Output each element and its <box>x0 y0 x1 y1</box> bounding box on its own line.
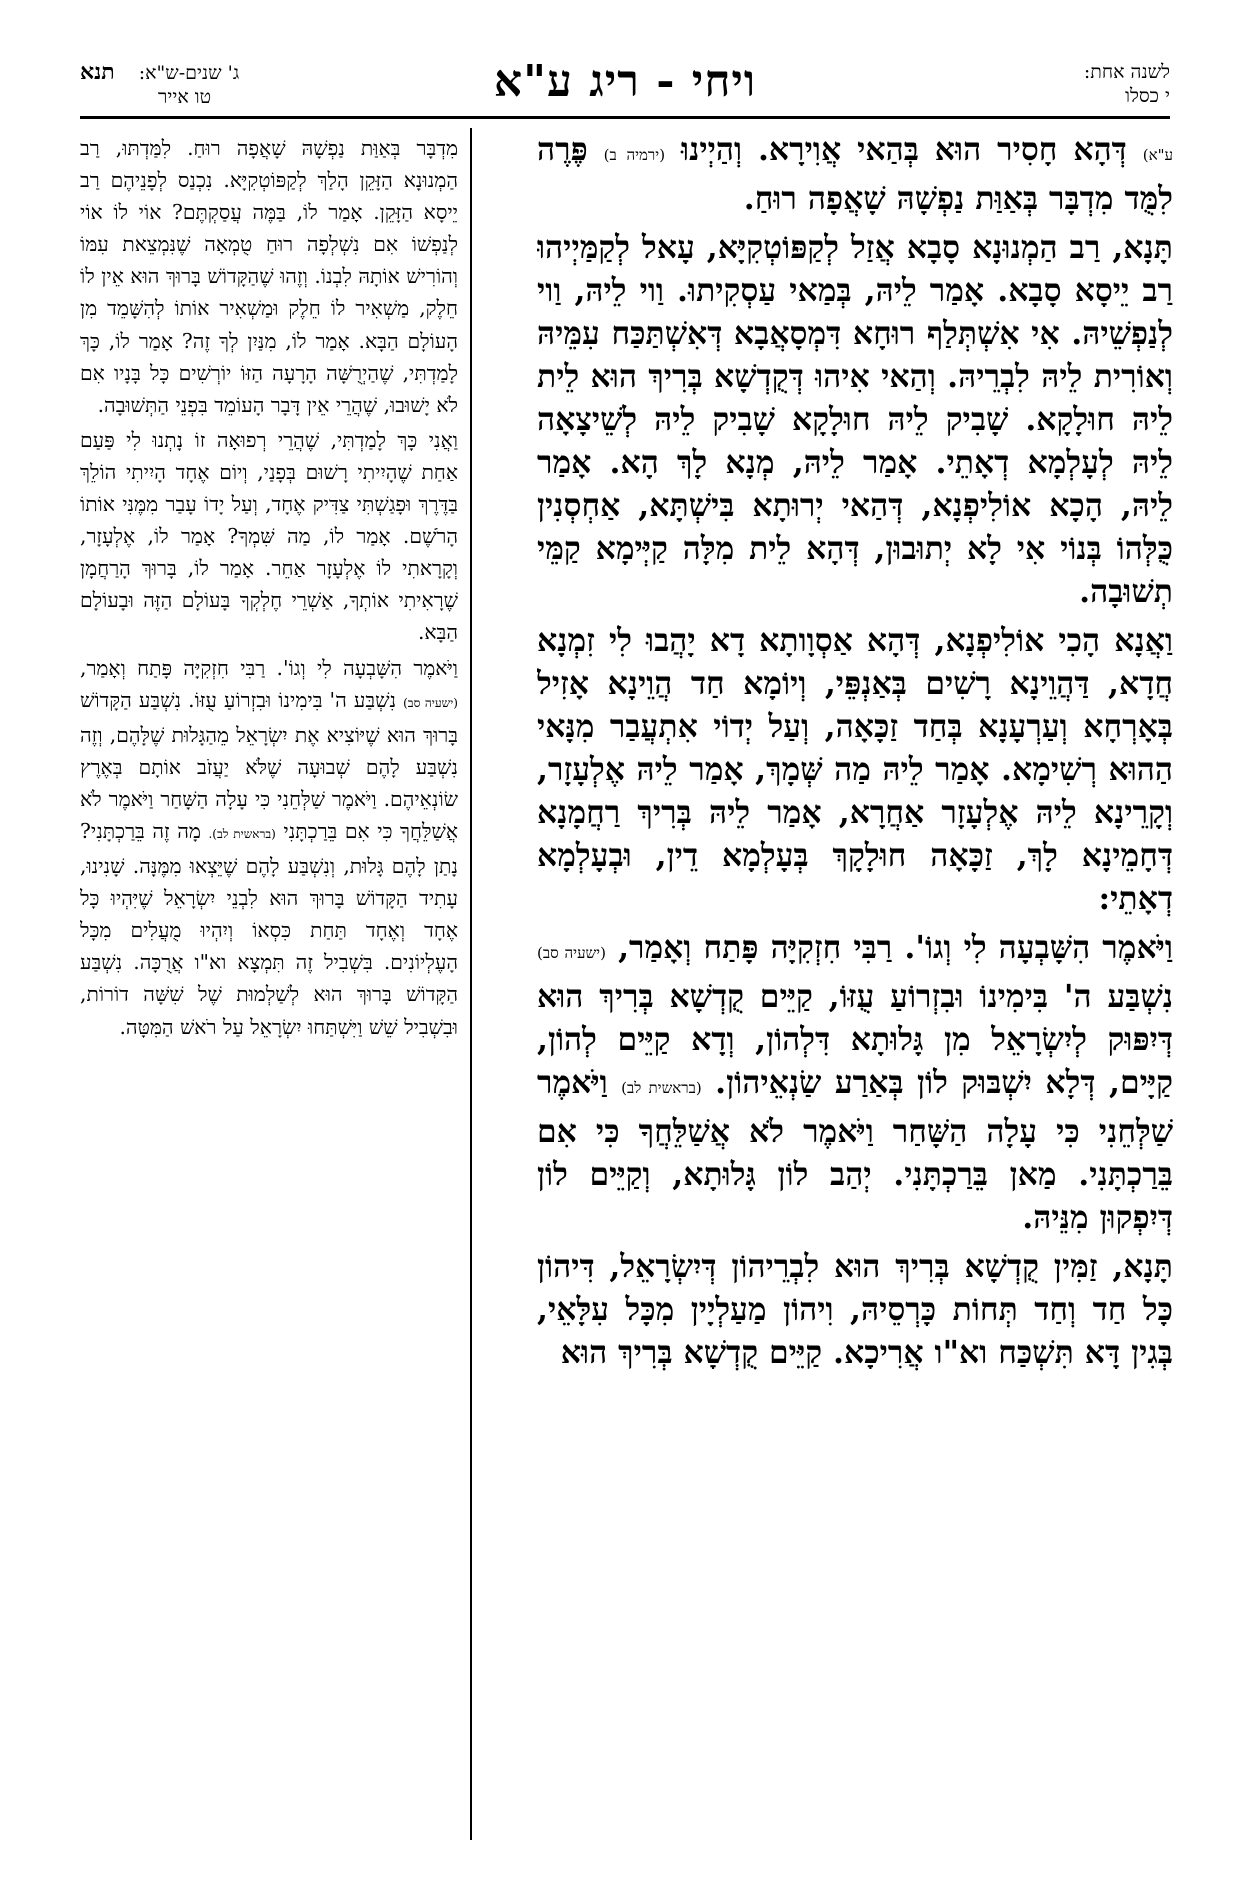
verse-reference: (ישעיה סב) <box>403 695 458 710</box>
page-title: ויחי - ריג ע"א <box>493 56 757 107</box>
main-paragraph-1: ע"א) דְּהָא חָסִיר הוּא בְּהַאי אֲוִירָא. וְהַיְינוּ (ירמיה ב) פֶּרֶה לִמֻּד מִדְבָּר בְּאַוַּת נַפְשָׁהּ שָׁאֲפָה רוּחַ. <box>537 131 1173 217</box>
main-paragraph-3: וַאֲנָא הָכִי אוֹלִיפְנָא, דְּהָא אַסְוָותָא דָא יָהֲבוּ לִי זִמְנָא חֲדָא, דַּהֲוֵינָא רָשִׁים בְּאַנְפֵּי, וְיוֹמָא חַד הֲוֵינָא אָזִיל בְּאָרְחָא וְעַרְעָנָא בְּחַד זַכָּאָה, וְעַל יְדוֹי אִתְעֲבַר מִנָּאי הַהוּא רְשִׁימָא. אָמַר לֵיהּ מַה שְּׁמָךְ, אָמַר לֵיהּ אֶלְעָזָר, וְקָרֵינָא לֵיהּ אֶלְעָזָר אַחֲרָא, אָמַר לֵיהּ בְּרִיךְ רַחֲמָנָא דְּחָמֵינָא לָךְ, זַכָּאָה חוּלָקָךְ בְּעָלְמָא דֵין, וּבְעָלְמָא דְאָתֵי: <box>537 622 1173 917</box>
schedule-one-year: לשנה אחת: <box>1083 61 1170 83</box>
verse-reference: (ישעיה סב) <box>537 944 606 962</box>
verse-reference: (בראשית לב) <box>621 1079 702 1097</box>
schedule-one-year-date: י כסלו <box>1125 85 1170 107</box>
hebrew-translation-column <box>80 132 458 1840</box>
column-divider <box>470 128 472 1840</box>
main-paragraph-5: תָּנָא, זַמִּין קֻדְשָׁא בְּרִיךְ הוּא לִבְרֵיהוֹן דְּיִשְׂרָאֵל, דִּיהוֹן כָּל חַד וְחַד תְּחוֹת כָּרְסֵיהּ, וִיהוֹן מַעַלְיָין מִכָּל עִלָּאֵי, בְּגִין דָּא תִּשְׁכַּח וא"ו אֲרִיכָא. קַיֵּים קֻדְשָׁא בְּרִיךְ הוּא <box>537 1248 1173 1371</box>
header-rule <box>80 116 1170 119</box>
folio-number: תנא <box>80 59 115 85</box>
header-left <box>80 60 239 109</box>
verse-reference: (ירמיה ב) <box>603 146 666 164</box>
side-paragraph-2: וַאֲנִי כָּךְ לָמַדְתִּי, שֶׁהֲרֵי רְפוּאָה זוֹ נָתְנוּ לִי פַּעַם אַחַת שֶׁהָיִיתִי רָשׁוּם בְּפָנַי, וְיוֹם אֶחָד הָיִיתִי הוֹלֵךְ בַּדֶּרֶךְ וּפָגַשְׁתִּי צַדִּיק אֶחָד, וְעַל יָדוֹ עָבַר מִמֶּנִּי אוֹתוֹ הָרֹשֶׁם. אָמַר לוֹ, מַה שִּׁמְךָ? אָמַר לוֹ, אֶלְעָזָר, וְקָרָאתִי לוֹ אֶלְעָזָר אַחֵר. אָמַר לוֹ, בָּרוּךְ הָרַחֲמָן שֶׁרָאִיתִי אוֹתְךָ, אַשְׁרֵי חֶלְקְךָ בָּעוֹלָם הַזֶּה וּבָעוֹלָם הַבָּא. <box>80 427 458 645</box>
side-paragraph-3: וַיֹּאמֶר הִשָּׁבְעָה לִי וְגוֹ'. רַבִּי חִזְקִיָּה פָּתַח וְאָמַר, (ישעיה סב) נִשְׁבַּע ה' בִּימִינוֹ וּבִזְרוֹעַ עֻזּוֹ. נִשְׁבַּע הַקָּדוֹשׁ בָּרוּךְ הוּא שֶׁיּוֹצִיא אֶת יִשְׂרָאֵל מֵהַגָּלוּת שֶׁלָּהֶם, וְזֶה נִשְׁבַּע לָהֶם שְׁבוּעָה שֶׁלֹּא יַעֲזֹב אוֹתָם בְּאֶרֶץ שׂוֹנְאֵיהֶם. וַיֹּאמֶר שַׁלְּחֵנִי כִּי עָלָה הַשָּׁחַר וַיֹּאמֶר לֹא אֲשַׁלֵּחֲךָ כִּי אִם בֵּרַכְתָּנִי (בראשית לב). מָה זֶה בֵּרַכְתָּנִי? נָתַן לָהֶם גָּלוּת, וְנִשְׁבַּע לָהֶם שֶׁיֵּצְאוּ מִמֶּנָּה. שָׁנִינוּ, עָתִיד הַקָּדוֹשׁ בָּרוּךְ הוּא לִבְנֵי יִשְׂרָאֵל שֶׁיִּהְיוּ כָּל אֶחָד וְאֶחָד תַּחַת כִּסְאוֹ וְיִהְיוּ מֻעֲלִים מִכָּל הָעֶלְיוֹנִים. בִּשְׁבִיל זֶה תִּמְצָא וא"ו אֲרֻכָּה. נִשְׁבַּע הַקָּדוֹשׁ בָּרוּךְ הוּא לְשַׁלְמוּת שֶׁל שִׁשָּׁה דוֹרוֹת, וּבִשְׁבִיל שֵׁשׁ וַיִּשְׁתַּחוּ יִשְׂרָאֵל עַל רֹאשׁ הַמִּטָּה. <box>80 655 458 1039</box>
main-paragraph-4: וַיֹּאמֶר הִשָּׁבְעָה לִי וְגוֹ'. רַבִּי חִזְקִיָּה פָּתַח וְאָמַר, (ישעיה סב) נִשְׁבַּע ה' בִּימִינוֹ וּבִזְרוֹעַ עֻזּוֹ, קַיֵּים קֻדְשָׁא בְּרִיךְ הוּא דְּיִפּוּק לְיִשְׂרָאֵל מִן גָּלוּתָא דִּלְהוֹן, וְדָא קַיֵּים לְהוֹן, קַיָּים, דְּלָא יִשְׁבּוּק לוֹן בְּאַרַע שַׂנְאֵיהוֹן. (בראשית לב) וַיֹּאמֶר שַׁלְּחֵנִי כִּי עָלָה הַשָּׁחַר וַיֹּאמֶר לֹא אֲשַׁלֵּחֲךָ כִּי אִם בֵּרַכְתָּנִי. מַאן בֵּרַכְתָּנִי. יְהַב לוֹן גָּלוּתָא, וְקַיֵּים לוֹן דְּיִפְקוּן מִנֵּיהּ. <box>537 929 1173 1236</box>
page-header <box>80 42 1170 122</box>
schedule-three-years: ג' שנים-ש"א: <box>138 62 240 84</box>
aramaic-text-column <box>537 128 1173 1840</box>
verse-reference: (בראשית לב). <box>208 826 276 841</box>
page-reference: ע"א) <box>1142 146 1173 164</box>
schedule-three-years-date: טו אייר <box>158 86 212 108</box>
main-paragraph-2: תָּנָא, רַב הַמְנוּנָא סָבָא אֲזַל לְקַפּוֹטְקִיָּא, עָאל לְקַמַּיְיהוּ רַב יֵיסָא סָבָא. אָמַר לֵיהּ, בְּמַאי עַסְקִיתוּ. וַוי לֵיהּ, וַוי לְנַפְשֵׁיהּ. אִי אִשְׁתְּלַף רוּחָא דִּמְסָאֲבָא דְּאִשְׁתַּכַּח עִמֵּיהּ וְאוֹרִית לֵיהּ לִבְרֵיהּ. וְהַאי אִיהוּ דְּקֻדְשָׁא בְּרִיךְ הוּא לֵית לֵיהּ חוּלָקָא. שָׁבִיק לֵיהּ חוּלָקָא שָׁבִיק לֵיהּ לְשֵׁיצָאָה לֵיהּ לְעָלְמָא דְאָתֵי. אָמַר לֵיהּ, מְנָא לָךְ הָא. אָמַר לֵיהּ, הָכָא אוֹלִיפְנָא, דְּהַאי יְרוּתָא בִּישְׁתָּא, אַחְסְנִין כֻּלְּהוֹ בְּנוֹי אִי לָא יְתוּבוּן, דְּהָא לֵית מִלָּה קַיְּימָא קַמֵּי תְשׁוּבָה. <box>537 229 1173 610</box>
side-paragraph-1: מִדְבָּר בְּאַוַּת נַפְשָׁהּ שָׁאֲפָה רוּחַ. לִמַּדְתּוּ, רַב הַמְנוּנָא הַזָּקֵן הָלַךְ לְקַפּוֹטְקִיָּא. נִכְנַס לְפָנֵיהֶם רַב יֵיסָא הַזָּקֵן. אָמַר לוֹ, בַּמֶּה עֲסַקְתֶּם? אוֹי לוֹ אוֹי לְנַפְשׁוֹ אִם נִשְׁלְפָה רוּחַ טֻמְאָה שֶׁנִּמְצֵאת עִמּוֹ וְהוֹרִישׁ אוֹתָהּ לִבְנוֹ. וְזֶהוּ שֶׁהַקָּדוֹשׁ בָּרוּךְ הוּא אֵין לוֹ חֵלֶק, מַשְׁאִיר לוֹ חֵלֶק וּמַשְׁאִיר אוֹתוֹ לְהִשָּׁמֵד מִן הָעוֹלָם הַבָּא. אָמַר לוֹ, מִנַּיִן לְךָ זֶה? אָמַר לוֹ, כָּךְ לָמַדְתִּי, שֶׁהַיְרֻשָּׁה הָרָעָה הַזּוֹ יוֹרְשִׁים כָּל בָּנָיו אִם לֹא יָשׁוּבוּ, שֶׁהֲרֵי אֵין דָּבָר הָעוֹמֵד בִּפְנֵי הַתְּשׁוּבָה. <box>80 136 458 417</box>
